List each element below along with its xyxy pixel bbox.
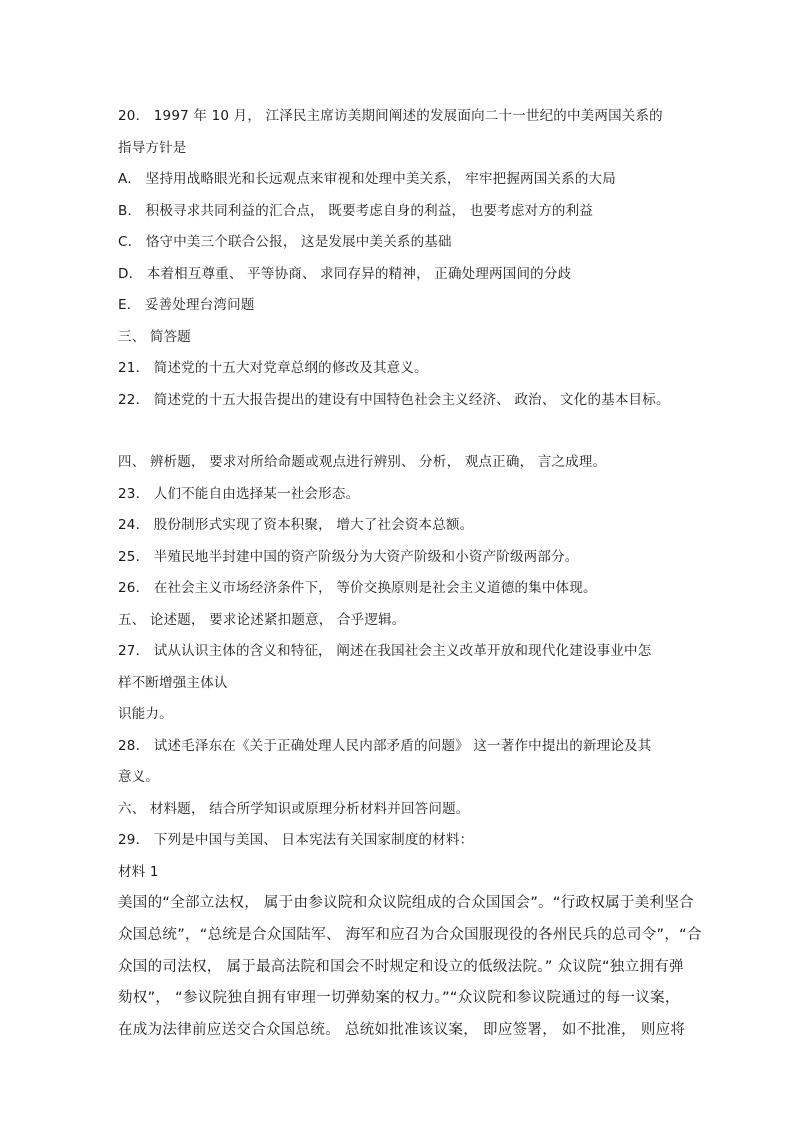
section-heading: 四、 辨析题， 要求对所给命题或观点进行辨别、 分析， 观点正确， 言之成理。	[118, 454, 607, 470]
material-text	[118, 888, 754, 1047]
material-label: 材料 1	[118, 863, 159, 880]
blank-gap	[118, 416, 754, 447]
section-heading: 三、 简答题	[118, 328, 191, 345]
option-c: C． 恪守中美三个联合公报， 这是发展中美关系的基础	[118, 234, 452, 250]
question-24: 24． 股份制形式实现了资本积聚， 增大了社会资本总额。	[118, 517, 474, 533]
material-line: 众国总统”，“总统是合众国陆军、 海军和应召为合众国服现役的各州民兵的总司令”，“合	[118, 926, 702, 943]
material-line: 劾权”， “参议院独自拥有审理一切弹劾案的权力。”“众议院和参议院通过的每一议案，	[118, 990, 680, 1007]
question-29: 29． 下列是中国与美国、 日本宪法有关国家制度的材料：	[118, 832, 474, 848]
question-27-cont: 样不断增强主体认	[118, 674, 228, 691]
material-line: 在成为法律前应送交合众国总统。 总统如批准该议案， 即应签署， 如不批准， 则应将	[118, 1022, 686, 1039]
section-top	[118, 101, 754, 416]
option-a: A． 坚持用战略眼光和长远观点来审视和处理中美关系， 牢牢把握两国关系的大局	[118, 171, 616, 187]
option-d: D． 本着相互尊重、 平等协商、 求同存异的精神， 正确处理两国间的分歧	[118, 265, 572, 282]
text-line: 20． 1997 年 10 月， 江泽民主席访美期间阐述的发展面向二十一世纪的中美两国关系的	[118, 108, 663, 124]
text-line: 指导方针是	[118, 139, 187, 156]
option-e: E． 妥善处理台湾问题	[118, 297, 255, 313]
question-22: 22． 简述党的十五大报告提出的建设有中国特色社会主义经济、 政治、 文化的基本目标。	[118, 391, 670, 408]
question-28: 28． 试述毛泽东在《关于正确处理人民内部矛盾的问题》 这一著作中提出的新理论及其	[118, 737, 652, 754]
material-line: 众国的司法权， 属于最高法院和国会不时规定和设立的低级法院。” 众议院“独立拥有弹	[118, 958, 684, 975]
material-line: 美国的“全部立法权， 属于由参议院和众议院组成的合众国国会”。“行政权属于美利坚合	[118, 895, 694, 911]
question-25: 25． 半殖民地半封建中国的资产阶级分为大资产阶级和小资产阶级两部分。	[118, 548, 579, 565]
option-b: B． 积极寻求共同利益的汇合点， 既要考虑自身的利益， 也要考虑对方的利益	[118, 202, 594, 219]
question-26: 26． 在社会主义市场经济条件下， 等价交换原则是社会主义道德的集中体现。	[118, 580, 597, 596]
section-bottom	[118, 447, 754, 888]
question-28-cont: 意义。	[118, 769, 160, 785]
section-heading: 六、 材料题， 结合所学知识或原理分析材料并回答问题。	[118, 800, 470, 817]
question-27-cont: 识能力。	[118, 706, 173, 722]
question-27: 27． 试从认识主体的含义和特征， 阐述在我国社会主义改革开放和现代化建设事业中怎	[118, 643, 652, 659]
question-21: 21． 简述党的十五大对党章总纲的修改及其意义。	[118, 360, 428, 376]
section-heading: 五、 论述题， 要求论述紧扣题意， 合乎逻辑。	[118, 611, 406, 628]
question-23: 23． 人们不能自由选择某一社会形态。	[118, 485, 360, 502]
